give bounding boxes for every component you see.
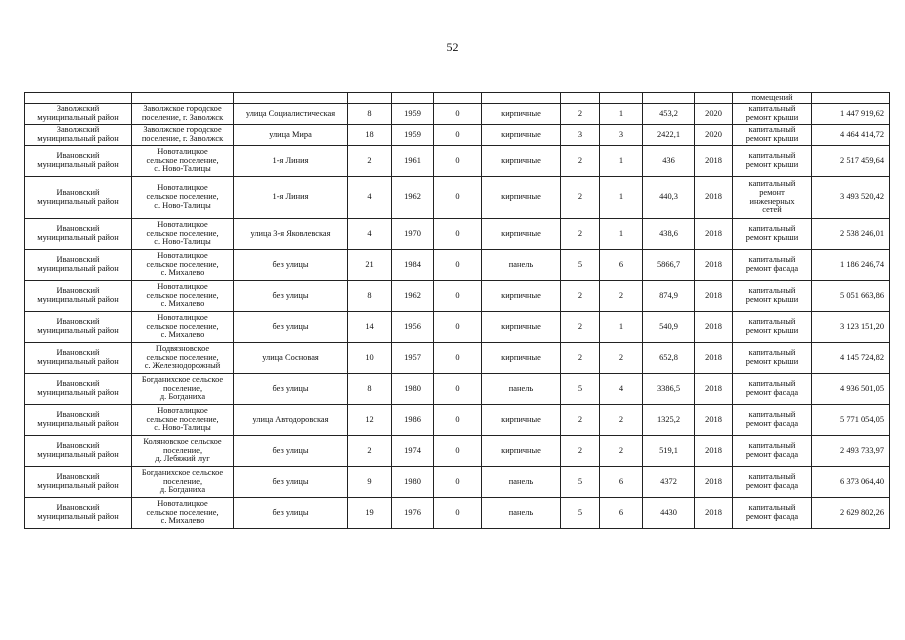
table-row <box>25 281 890 312</box>
value-cell: 0 <box>434 405 482 436</box>
street-cell: без улицы <box>234 281 348 312</box>
settlement-cell: Новоталицкое сельское поселение, с. Ново-Талицы <box>132 219 234 250</box>
table-row <box>25 405 890 436</box>
street-cell: без улицы <box>234 498 348 529</box>
plan-year-cell: 2018 <box>695 374 733 405</box>
value-cell: 0 <box>434 312 482 343</box>
cost-cell: 3 123 151,20 <box>812 312 890 343</box>
area-cell: 2422,1 <box>643 125 695 146</box>
work-type-cell: помещений <box>733 93 812 104</box>
build-year-cell: 1984 <box>392 250 434 281</box>
street-cell: улица Автодоровская <box>234 405 348 436</box>
table-row <box>25 177 890 219</box>
floors-cell: 2 <box>561 436 600 467</box>
district-cell: Ивановский муниципальный район <box>25 436 132 467</box>
street-cell: 1-я Линия <box>234 177 348 219</box>
work-type-cell: капитальный ремонт крыши <box>733 146 812 177</box>
area-cell: 519,1 <box>643 436 695 467</box>
floors-cell: 2 <box>561 219 600 250</box>
settlement-cell: Богданихское сельское поселение, д. Богданиха <box>132 467 234 498</box>
entrances-cell: 1 <box>600 177 643 219</box>
table-row <box>25 250 890 281</box>
build-year-cell: 1961 <box>392 146 434 177</box>
table-row <box>25 467 890 498</box>
build-year-cell: 1980 <box>392 374 434 405</box>
value-cell: 0 <box>434 177 482 219</box>
work-type-cell: капитальный ремонт фасада <box>733 250 812 281</box>
wall-material-cell: кирпичные <box>482 125 561 146</box>
wall-material-cell: панель <box>482 250 561 281</box>
district-cell: Ивановский муниципальный район <box>25 405 132 436</box>
cost-cell: 2 538 246,01 <box>812 219 890 250</box>
district-cell: Ивановский муниципальный район <box>25 219 132 250</box>
cost-cell: 1 447 919,62 <box>812 104 890 125</box>
settlement-cell: Новоталицкое сельское поселение, с. Михалево <box>132 498 234 529</box>
settlement-cell: Заволжское городское поселение, г. Заволжск <box>132 104 234 125</box>
work-type-cell: капитальный ремонт крыши <box>733 104 812 125</box>
build-year-cell: 1976 <box>392 498 434 529</box>
table-row <box>25 312 890 343</box>
build-year-cell: 1980 <box>392 467 434 498</box>
wall-material-cell: кирпичные <box>482 436 561 467</box>
plan-year-cell: 2020 <box>695 104 733 125</box>
wall-material-cell: кирпичные <box>482 312 561 343</box>
floors-cell: 2 <box>561 405 600 436</box>
cost-cell: 4 145 724,82 <box>812 343 890 374</box>
work-type-cell: капитальный ремонт инженерных сетей <box>733 177 812 219</box>
street-cell: улица Сосновая <box>234 343 348 374</box>
plan-year-cell: 2018 <box>695 405 733 436</box>
work-type-cell: капитальный ремонт фасада <box>733 436 812 467</box>
district-cell: Ивановский муниципальный район <box>25 467 132 498</box>
house-number-cell: 4 <box>348 219 392 250</box>
cost-cell: 1 186 246,74 <box>812 250 890 281</box>
settlement-cell: Заволжское городское поселение, г. Заволжск <box>132 125 234 146</box>
page-number: 52 <box>446 40 459 54</box>
entrances-cell: 2 <box>600 436 643 467</box>
table-row <box>25 498 890 529</box>
build-year-cell: 1959 <box>392 125 434 146</box>
area-cell: 440,3 <box>643 177 695 219</box>
settlement-cell: Новоталицкое сельское поселение, с. Михалево <box>132 312 234 343</box>
street-cell: улица 3-я Яковлевская <box>234 219 348 250</box>
value-cell: 0 <box>434 343 482 374</box>
street-cell: улица Социалистическая <box>234 104 348 125</box>
street-cell: без улицы <box>234 250 348 281</box>
value-cell: 0 <box>434 104 482 125</box>
entrances-cell: 4 <box>600 374 643 405</box>
value-cell: 0 <box>434 125 482 146</box>
entrances-cell: 1 <box>600 104 643 125</box>
house-number-cell: 21 <box>348 250 392 281</box>
work-type-cell: капитальный ремонт фасада <box>733 374 812 405</box>
area-cell: 4372 <box>643 467 695 498</box>
work-type-cell: капитальный ремонт фасада <box>733 498 812 529</box>
table-row-continued <box>25 93 890 104</box>
value-cell: 0 <box>434 146 482 177</box>
plan-year-cell: 2018 <box>695 281 733 312</box>
wall-material-cell: кирпичные <box>482 177 561 219</box>
street-cell: 1-я Линия <box>234 146 348 177</box>
table-row <box>25 436 890 467</box>
floors-cell: 2 <box>561 343 600 374</box>
table-row <box>25 219 890 250</box>
settlement-cell: Новоталицкое сельское поселение, с. Михалево <box>132 250 234 281</box>
district-cell: Ивановский муниципальный район <box>25 498 132 529</box>
value-cell: 0 <box>434 281 482 312</box>
cost-cell: 4 464 414,72 <box>812 125 890 146</box>
value-cell: 0 <box>434 498 482 529</box>
plan-year-cell: 2018 <box>695 343 733 374</box>
cost-cell: 2 493 733,97 <box>812 436 890 467</box>
table-row <box>25 343 890 374</box>
build-year-cell: 1962 <box>392 177 434 219</box>
area-cell: 652,8 <box>643 343 695 374</box>
work-type-cell: капитальный ремонт крыши <box>733 219 812 250</box>
wall-material-cell: кирпичные <box>482 104 561 125</box>
table-row <box>25 104 890 125</box>
work-type-cell: капитальный ремонт крыши <box>733 312 812 343</box>
work-type-cell: капитальный ремонт фасада <box>733 467 812 498</box>
area-cell: 438,6 <box>643 219 695 250</box>
build-year-cell: 1962 <box>392 281 434 312</box>
floors-cell: 2 <box>561 312 600 343</box>
district-cell: Ивановский муниципальный район <box>25 177 132 219</box>
district-cell: Ивановский муниципальный район <box>25 312 132 343</box>
value-cell: 0 <box>434 250 482 281</box>
cost-cell: 2 629 802,26 <box>812 498 890 529</box>
house-number-cell: 10 <box>348 343 392 374</box>
wall-material-cell: кирпичные <box>482 281 561 312</box>
settlement-cell: Новоталицкое сельское поселение, с. Ново-Талицы <box>132 177 234 219</box>
area-cell: 874,9 <box>643 281 695 312</box>
district-cell: Ивановский муниципальный район <box>25 374 132 405</box>
district-cell: Заволжский муниципальный район <box>25 104 132 125</box>
house-number-cell: 8 <box>348 281 392 312</box>
value-cell: 0 <box>434 219 482 250</box>
work-type-cell: капитальный ремонт крыши <box>733 281 812 312</box>
floors-cell: 3 <box>561 125 600 146</box>
settlement-cell: Подвязновское сельское поселение, с. Железнодорожный <box>132 343 234 374</box>
plan-year-cell: 2018 <box>695 250 733 281</box>
area-cell: 1325,2 <box>643 405 695 436</box>
wall-material-cell: панель <box>482 374 561 405</box>
house-number-cell: 19 <box>348 498 392 529</box>
street-cell: без улицы <box>234 312 348 343</box>
wall-material-cell: кирпичные <box>482 343 561 374</box>
house-number-cell: 14 <box>348 312 392 343</box>
plan-year-cell: 2018 <box>695 219 733 250</box>
cost-cell: 5 051 663,86 <box>812 281 890 312</box>
house-number-cell: 8 <box>348 104 392 125</box>
wall-material-cell: кирпичные <box>482 405 561 436</box>
entrances-cell: 3 <box>600 125 643 146</box>
build-year-cell: 1986 <box>392 405 434 436</box>
district-cell: Ивановский муниципальный район <box>25 250 132 281</box>
area-cell: 5866,7 <box>643 250 695 281</box>
street-cell: без улицы <box>234 436 348 467</box>
entrances-cell: 2 <box>600 281 643 312</box>
cost-cell: 3 493 520,42 <box>812 177 890 219</box>
house-number-cell: 4 <box>348 177 392 219</box>
cost-cell: 2 517 459,64 <box>812 146 890 177</box>
area-cell: 453,2 <box>643 104 695 125</box>
plan-year-cell: 2018 <box>695 436 733 467</box>
area-cell: 436 <box>643 146 695 177</box>
wall-material-cell: панель <box>482 498 561 529</box>
cost-cell: 4 936 501,05 <box>812 374 890 405</box>
housing-repair-table <box>24 92 890 529</box>
plan-year-cell: 2018 <box>695 177 733 219</box>
area-cell: 3386,5 <box>643 374 695 405</box>
build-year-cell: 1970 <box>392 219 434 250</box>
settlement-cell: Новоталицкое сельское поселение, с. Михалево <box>132 281 234 312</box>
entrances-cell: 1 <box>600 219 643 250</box>
floors-cell: 5 <box>561 374 600 405</box>
house-number-cell: 2 <box>348 146 392 177</box>
wall-material-cell: кирпичные <box>482 219 561 250</box>
floors-cell: 5 <box>561 250 600 281</box>
house-number-cell: 8 <box>348 374 392 405</box>
work-type-cell: капитальный ремонт крыши <box>733 343 812 374</box>
wall-material-cell: панель <box>482 467 561 498</box>
floors-cell: 2 <box>561 146 600 177</box>
entrances-cell: 6 <box>600 498 643 529</box>
floors-cell: 5 <box>561 498 600 529</box>
entrances-cell: 1 <box>600 312 643 343</box>
district-cell: Ивановский муниципальный район <box>25 146 132 177</box>
area-cell: 540,9 <box>643 312 695 343</box>
entrances-cell: 6 <box>600 467 643 498</box>
wall-material-cell: кирпичные <box>482 146 561 177</box>
work-type-cell: капитальный ремонт крыши <box>733 125 812 146</box>
table-row <box>25 146 890 177</box>
district-cell: Заволжский муниципальный район <box>25 125 132 146</box>
table-row <box>25 125 890 146</box>
value-cell: 0 <box>434 467 482 498</box>
cost-cell: 6 373 064,40 <box>812 467 890 498</box>
table-row <box>25 374 890 405</box>
entrances-cell: 6 <box>600 250 643 281</box>
value-cell: 0 <box>434 436 482 467</box>
settlement-cell: Коляновское сельское поселение, д. Лебяжий луг <box>132 436 234 467</box>
entrances-cell: 2 <box>600 343 643 374</box>
plan-year-cell: 2018 <box>695 312 733 343</box>
floors-cell: 5 <box>561 467 600 498</box>
floors-cell: 2 <box>561 177 600 219</box>
entrances-cell: 2 <box>600 405 643 436</box>
street-cell: без улицы <box>234 467 348 498</box>
cost-cell: 5 771 054,05 <box>812 405 890 436</box>
house-number-cell: 9 <box>348 467 392 498</box>
district-cell: Ивановский муниципальный район <box>25 343 132 374</box>
house-number-cell: 18 <box>348 125 392 146</box>
district-cell: Ивановский муниципальный район <box>25 281 132 312</box>
build-year-cell: 1956 <box>392 312 434 343</box>
plan-year-cell: 2020 <box>695 125 733 146</box>
entrances-cell: 1 <box>600 146 643 177</box>
build-year-cell: 1974 <box>392 436 434 467</box>
area-cell: 4430 <box>643 498 695 529</box>
floors-cell: 2 <box>561 104 600 125</box>
street-cell: без улицы <box>234 374 348 405</box>
settlement-cell: Новоталицкое сельское поселение, с. Ново-Талицы <box>132 405 234 436</box>
plan-year-cell: 2018 <box>695 146 733 177</box>
settlement-cell: Богданихское сельское поселение, д. Богданиха <box>132 374 234 405</box>
build-year-cell: 1957 <box>392 343 434 374</box>
settlement-cell: Новоталицкое сельское поселение, с. Ново-Талицы <box>132 146 234 177</box>
house-number-cell: 12 <box>348 405 392 436</box>
value-cell: 0 <box>434 374 482 405</box>
build-year-cell: 1959 <box>392 104 434 125</box>
house-number-cell: 2 <box>348 436 392 467</box>
floors-cell: 2 <box>561 281 600 312</box>
work-type-cell: капитальный ремонт фасада <box>733 405 812 436</box>
plan-year-cell: 2018 <box>695 467 733 498</box>
street-cell: улица Мира <box>234 125 348 146</box>
plan-year-cell: 2018 <box>695 498 733 529</box>
